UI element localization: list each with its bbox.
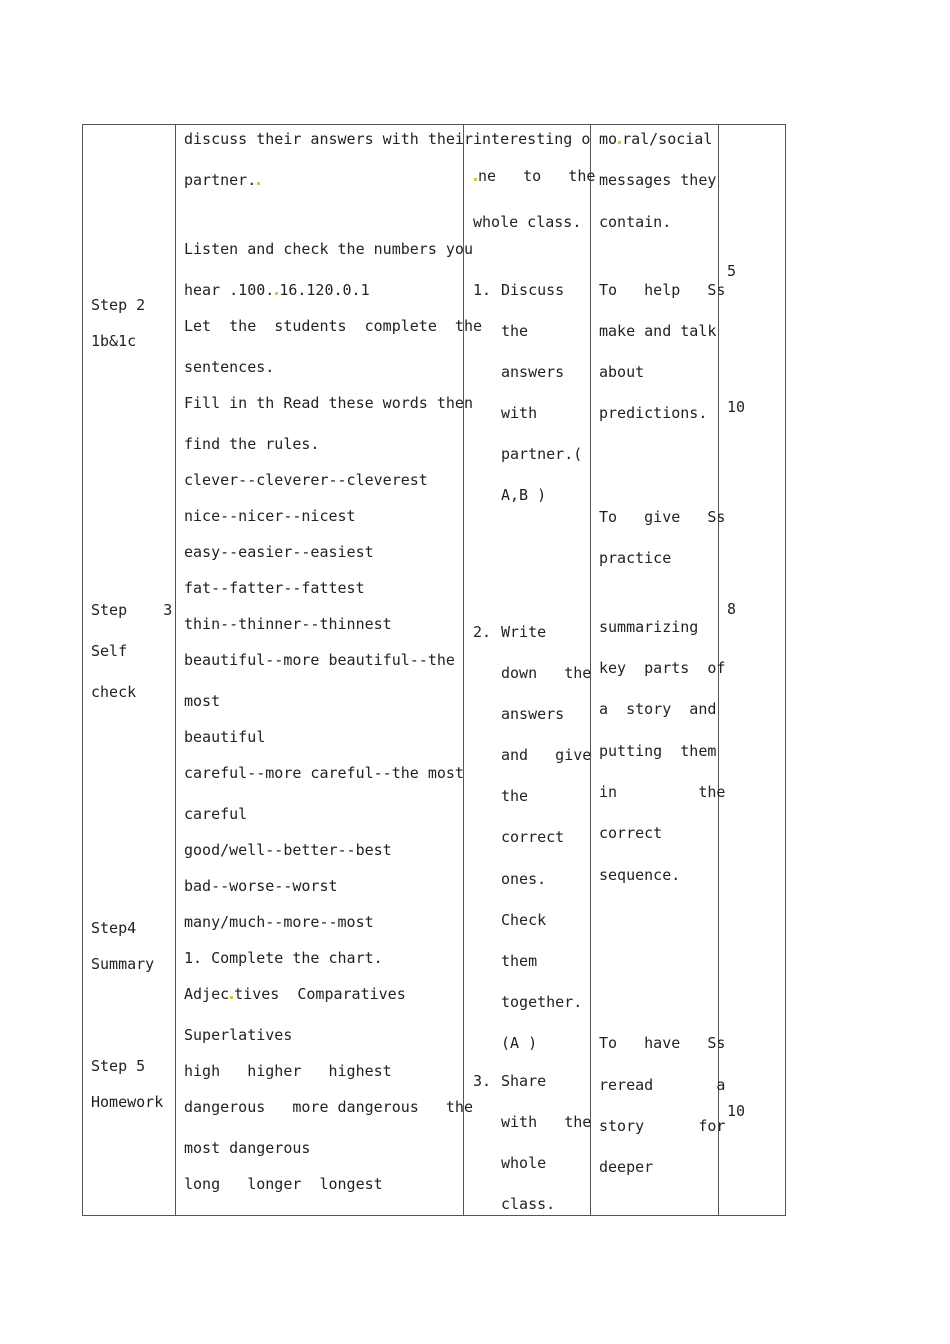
student-activity-line: Discuss <box>501 281 565 299</box>
activity-line: fat--fatter--fattest <box>184 579 365 597</box>
purpose-line: reread a <box>599 1076 726 1094</box>
purpose-line: sequence. <box>599 866 681 884</box>
activity-line: Listen and check the numbers you <box>184 240 473 258</box>
student-activity-line: interesting o <box>473 130 591 148</box>
step-label: Self <box>91 642 128 660</box>
column-divider <box>463 125 464 1215</box>
purpose-line: putting them <box>599 742 717 760</box>
activity-line: careful--more careful--the most <box>184 764 464 782</box>
purpose-line: correct <box>599 824 663 842</box>
activity-line: thin--thinner--thinnest <box>184 615 392 633</box>
student-activity-line: class. <box>501 1195 556 1213</box>
purpose-line: contain. <box>599 213 672 231</box>
step-label: Step 2 <box>91 296 146 314</box>
activity-line: many/much--more--most <box>184 913 374 931</box>
purpose-line: in the <box>599 783 726 801</box>
time-value: 10 <box>727 1102 746 1120</box>
purpose-line: a story and <box>599 700 717 718</box>
activity-line: most <box>184 692 221 710</box>
time-value: 8 <box>727 600 737 618</box>
student-activity-number: 2. <box>473 623 492 641</box>
step-label: Homework <box>91 1093 164 1111</box>
activity-line: hear .100. 16.120.0.1 <box>184 281 370 299</box>
purpose-line: make and talk <box>599 322 717 340</box>
activity-line: beautiful--more beautiful--the <box>184 651 455 669</box>
student-activity-number: 1. <box>473 281 492 299</box>
activity-line: most dangerous <box>184 1139 311 1157</box>
activity-line: Adjec tives Comparatives <box>184 985 406 1003</box>
student-activity-number: 3. <box>473 1072 492 1090</box>
student-activity-line: the <box>501 322 529 340</box>
student-activity-line: partner.( <box>501 445 583 463</box>
student-activity-line: answers <box>501 363 565 381</box>
purpose-line: To help Ss <box>599 281 726 299</box>
step-label: 1b&1c <box>91 332 137 350</box>
purpose-line: To give Ss <box>599 508 726 526</box>
step-label: Step 3 <box>91 601 173 619</box>
purpose-line: mo ral/social <box>599 130 713 148</box>
activity-line: easy--easier--easiest <box>184 543 374 561</box>
activity-line: bad--worse--worst <box>184 877 338 895</box>
step-label: Step4 <box>91 919 137 937</box>
purpose-line: predictions. <box>599 404 708 422</box>
activity-line: long longer longest <box>184 1175 383 1193</box>
time-value: 5 <box>727 262 737 280</box>
activity-line: beautiful <box>184 728 266 746</box>
student-activity-line: the <box>501 787 529 805</box>
activity-line: Fill in th Read these words then <box>184 394 473 412</box>
activity-line: sentences. <box>184 358 275 376</box>
student-activity-line: down the <box>501 664 592 682</box>
student-activity-line: correct <box>501 828 565 846</box>
student-activity-line: Write <box>501 623 547 641</box>
purpose-line: practice <box>599 549 672 567</box>
student-activity-line: with the <box>501 1113 592 1131</box>
purpose-line: deeper <box>599 1158 654 1176</box>
activity-line: Let the students complete the <box>184 317 483 335</box>
step-label: Summary <box>91 955 155 973</box>
purpose-line: about <box>599 363 645 381</box>
lesson-plan-table <box>82 124 786 1216</box>
activity-line: partner. <box>184 171 261 189</box>
student-activity-line: Check <box>501 911 547 929</box>
student-activity-line: together. <box>501 993 583 1011</box>
student-activity-line: and give <box>501 746 592 764</box>
purpose-line: To have Ss <box>599 1034 726 1052</box>
activity-line: careful <box>184 805 248 823</box>
student-activity-line: whole <box>501 1154 547 1172</box>
activity-line: clever--cleverer--cleverest <box>184 471 428 489</box>
time-value: 10 <box>727 398 746 416</box>
activity-line: find the rules. <box>184 435 320 453</box>
activity-line: good/well--better--best <box>184 841 392 859</box>
activity-line: nice--nicer--nicest <box>184 507 356 525</box>
activity-line: 1. Complete the chart. <box>184 949 383 967</box>
purpose-line: story for <box>599 1117 726 1135</box>
student-activity-line: answers <box>501 705 565 723</box>
step-label: Step 5 <box>91 1057 146 1075</box>
student-activity-line: ne to the <box>473 167 595 185</box>
purpose-line: summarizing <box>599 618 699 636</box>
student-activity-line: them <box>501 952 538 970</box>
student-activity-line: (A ) <box>501 1034 538 1052</box>
student-activity-line: Share <box>501 1072 547 1090</box>
student-activity-line: whole class. <box>473 213 582 231</box>
student-activity-line: with <box>501 404 538 422</box>
step-label: check <box>91 683 137 701</box>
column-divider <box>175 125 176 1215</box>
purpose-line: messages they <box>599 171 717 189</box>
student-activity-line: A,B ) <box>501 486 547 504</box>
activity-line: high higher highest <box>184 1062 392 1080</box>
activity-line: dangerous more dangerous the <box>184 1098 473 1116</box>
student-activity-line: ones. <box>501 870 547 888</box>
purpose-line: key parts of <box>599 659 726 677</box>
activity-line: Superlatives <box>184 1026 293 1044</box>
activity-line: discuss their answers with their <box>184 130 473 148</box>
